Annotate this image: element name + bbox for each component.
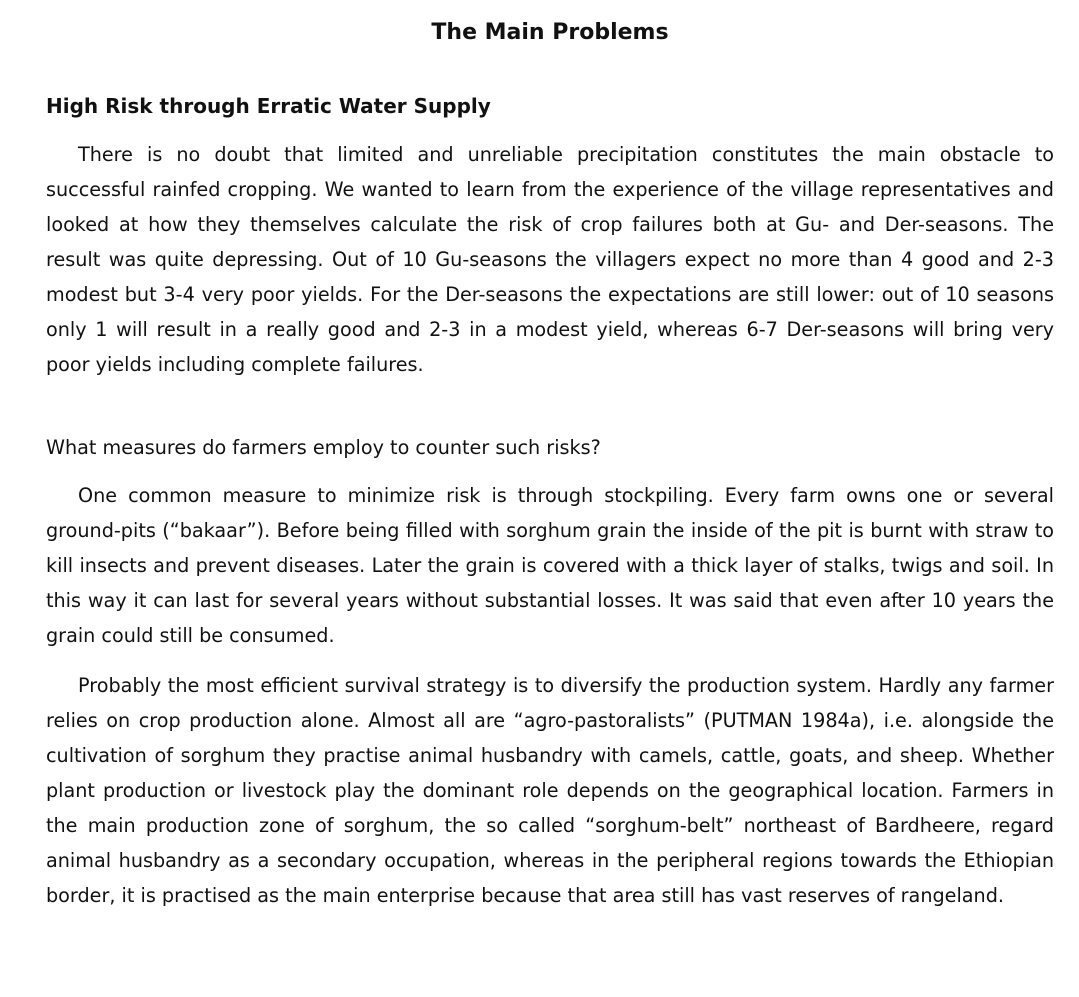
paragraph-precipitation-risk: There is no doubt that limited and unreliable precipitation constitutes the main obstacle to successful rainfed cropping. We wanted to learn from the experience of the village representatives and looked at how they themselves calculate the risk of crop failures both at Gu- and Der-seasons. The result was quite depressing. Out of 10 Gu-seasons the villagers expect no more than 4 good and 2-3 modest but 3-4 very poor yields. For the Der-seasons the expectations are still lower: out of 10 seasons only 1 will result in a really good and 2-3 in a modest yield, whereas 6-7 Der-seasons will bring very poor yields including complete failures. [46, 143, 1054, 376]
section-heading: High Risk through Erratic Water Supply [46, 94, 491, 118]
paragraph-diversification: Probably the most efficient survival strategy is to diversify the production system. Hardly any farmer relies on crop production alone. Almost all are “agro-pastoralists” (PUTMAN 1984a), i.e. alongside the cultivation of sorghum they practise animal husbandry with camels, cattle, goats, and sheep. Whether plant production or livestock play the dominant role depends on the geographical location. Farmers in the main production zone of sorghum, the so called “sorghum-belt” northeast of Bardheere, regard animal husbandry as a secondary occupation, whereas in the peripheral regions towards the Ethiopian border, it is practised as the main enterprise because that area still has vast reserves of rangeland. [46, 674, 1054, 907]
paragraph-question: What measures do farmers employ to counter such risks? [46, 436, 601, 459]
page-title: The Main Problems [431, 20, 669, 45]
paragraph-stockpiling: One common measure to minimize risk is through stockpiling. Every farm owns one or several ground-pits (“bakaar”). Before being filled with sorghum grain the inside of the pit is burnt with straw to kill insects and prevent diseases. Later the grain is covered with a thick layer of stalks, twigs and soil. In this way it can last for several years without substantial losses. It was said that even after 10 years the grain could still be consumed. [46, 484, 1054, 647]
